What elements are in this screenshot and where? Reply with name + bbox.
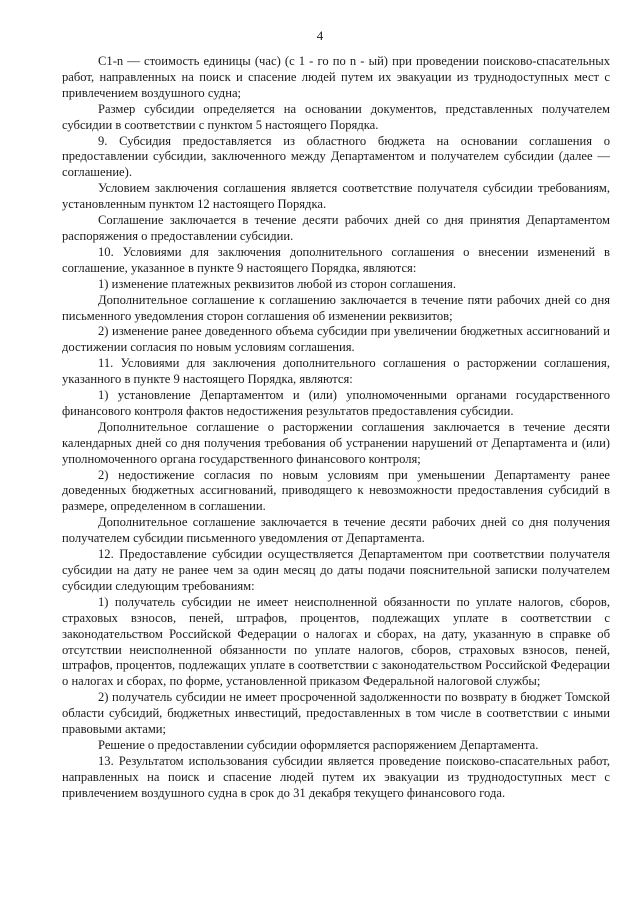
page-number: 4 [316,28,324,43]
paragraph: Решение о предоставлении субсидии оформляется распоряжением Департамента. [98,737,539,752]
paragraph: 1) получатель субсидии не имеет неисполненной обязанности по уплате налогов, сборов, страховых взносов, пеней, штрафов, процентов, подлежащих уплате в соответствии с законодательством Российской Федерации о налогах и сборах, на дату, указанную в справке об отсутствии неисполненной обязанности по уплате налогов, сборов, страховых взносов, пеней, штрафов, процентов, подлежащих уплате в соответствии с законодательством Российской Федерации о налогах и сборах, по форме, установленной приказом Федеральной налоговой службы; [62,594,610,689]
paragraph: 13. Результатом использования субсидии является проведение поисково-спасательных работ, направленных на поиск и спасение людей путем их эвакуации из труднодоступных мест с привлечением воздушного судна в срок до 31 декабря текущего финансового года. [62,753,610,800]
paragraph: Дополнительное соглашение заключается в течение десяти рабочих дней со дня получения получателем субсидии письменного уведомления от Департамента. [62,515,610,546]
paragraph: Условием заключения соглашения является соответствие получателя субсидии требованиям, установленным пунктом 12 настоящего Порядка. [62,181,610,212]
paragraph: 2) получатель субсидии не имеет просроченной задолженности по возврату в бюджет Томской области субсидий, бюджетных инвестиций, предоставленных в том числе в соответствии с иными правовыми актами; [62,690,610,737]
paragraph: 9. Субсидия предоставляется из областного бюджета на основании соглашения о предоставлении субсидии, заключенного между Департаментом и получателем субсидии (далее — соглашение). [62,133,610,180]
paragraph: 10. Условиями для заключения дополнительного соглашения о внесении изменений в соглашение, указанное в пункте 9 настоящего Порядка, являются: [62,244,610,275]
paragraph: Соглашение заключается в течение десяти рабочих дней со дня принятия Департаментом распоряжения о предоставлении субсидии. [62,213,610,243]
paragraph: Размер субсидии определяется на основании документов, представленных получателем субсидии в соответствии с пунктом 5 настоящего Порядка. [62,101,610,132]
paragraph: 12. Предоставление субсидии осуществляется Департаментом при соответствии получателя субсидии на дату не ранее чем за один месяц до даты подачи пояснительной записки получателем субсидии следующим требованиям: [62,547,610,593]
document-body [62,54,610,802]
paragraph: 1) изменение платежных реквизитов любой из сторон соглашения. [98,276,456,291]
paragraph: Дополнительное соглашение к соглашению заключается в течение пяти рабочих дней со дня письменного уведомления сторон соглашения об изменении реквизитов; [62,292,610,323]
paragraph: Дополнительное соглашение о расторжении соглашения заключается в течение десяти календарных дней со дня получения требования об устранении нарушений от Департамента и (или) уполномоченного органа государственного финансового контроля; [62,419,610,466]
paragraph: 2) изменение ранее доведенного объема субсидии при увеличении бюджетных ассигнований и достижении согласия по новым условиям соглашения. [62,324,610,355]
paragraph: C1-n — стоимость единицы (час) (с 1 - го по n - ый) при проведении поисково-спасательных работ, направленных на поиск и спасение людей путем их эвакуации из труднодоступных мест с привлечением воздушного судна; [62,54,610,100]
paragraph: 11. Условиями для заключения дополнительного соглашения о расторжении соглашения, указанного в пункте 9 настоящего Порядка, являются: [62,356,610,387]
paragraph: 1) установление Департаментом и (или) уполномоченными органами государственного финансового контроля фактов недостижения результатов предоставления субсидии. [62,388,610,418]
paragraph: 2) недостижение согласия по новым условиям при уменьшении Департаменту ранее доведенных бюджетных ассигнований, приводящего к невозможности предоставления субсидий в размере, определенном в соглашении. [62,467,610,514]
